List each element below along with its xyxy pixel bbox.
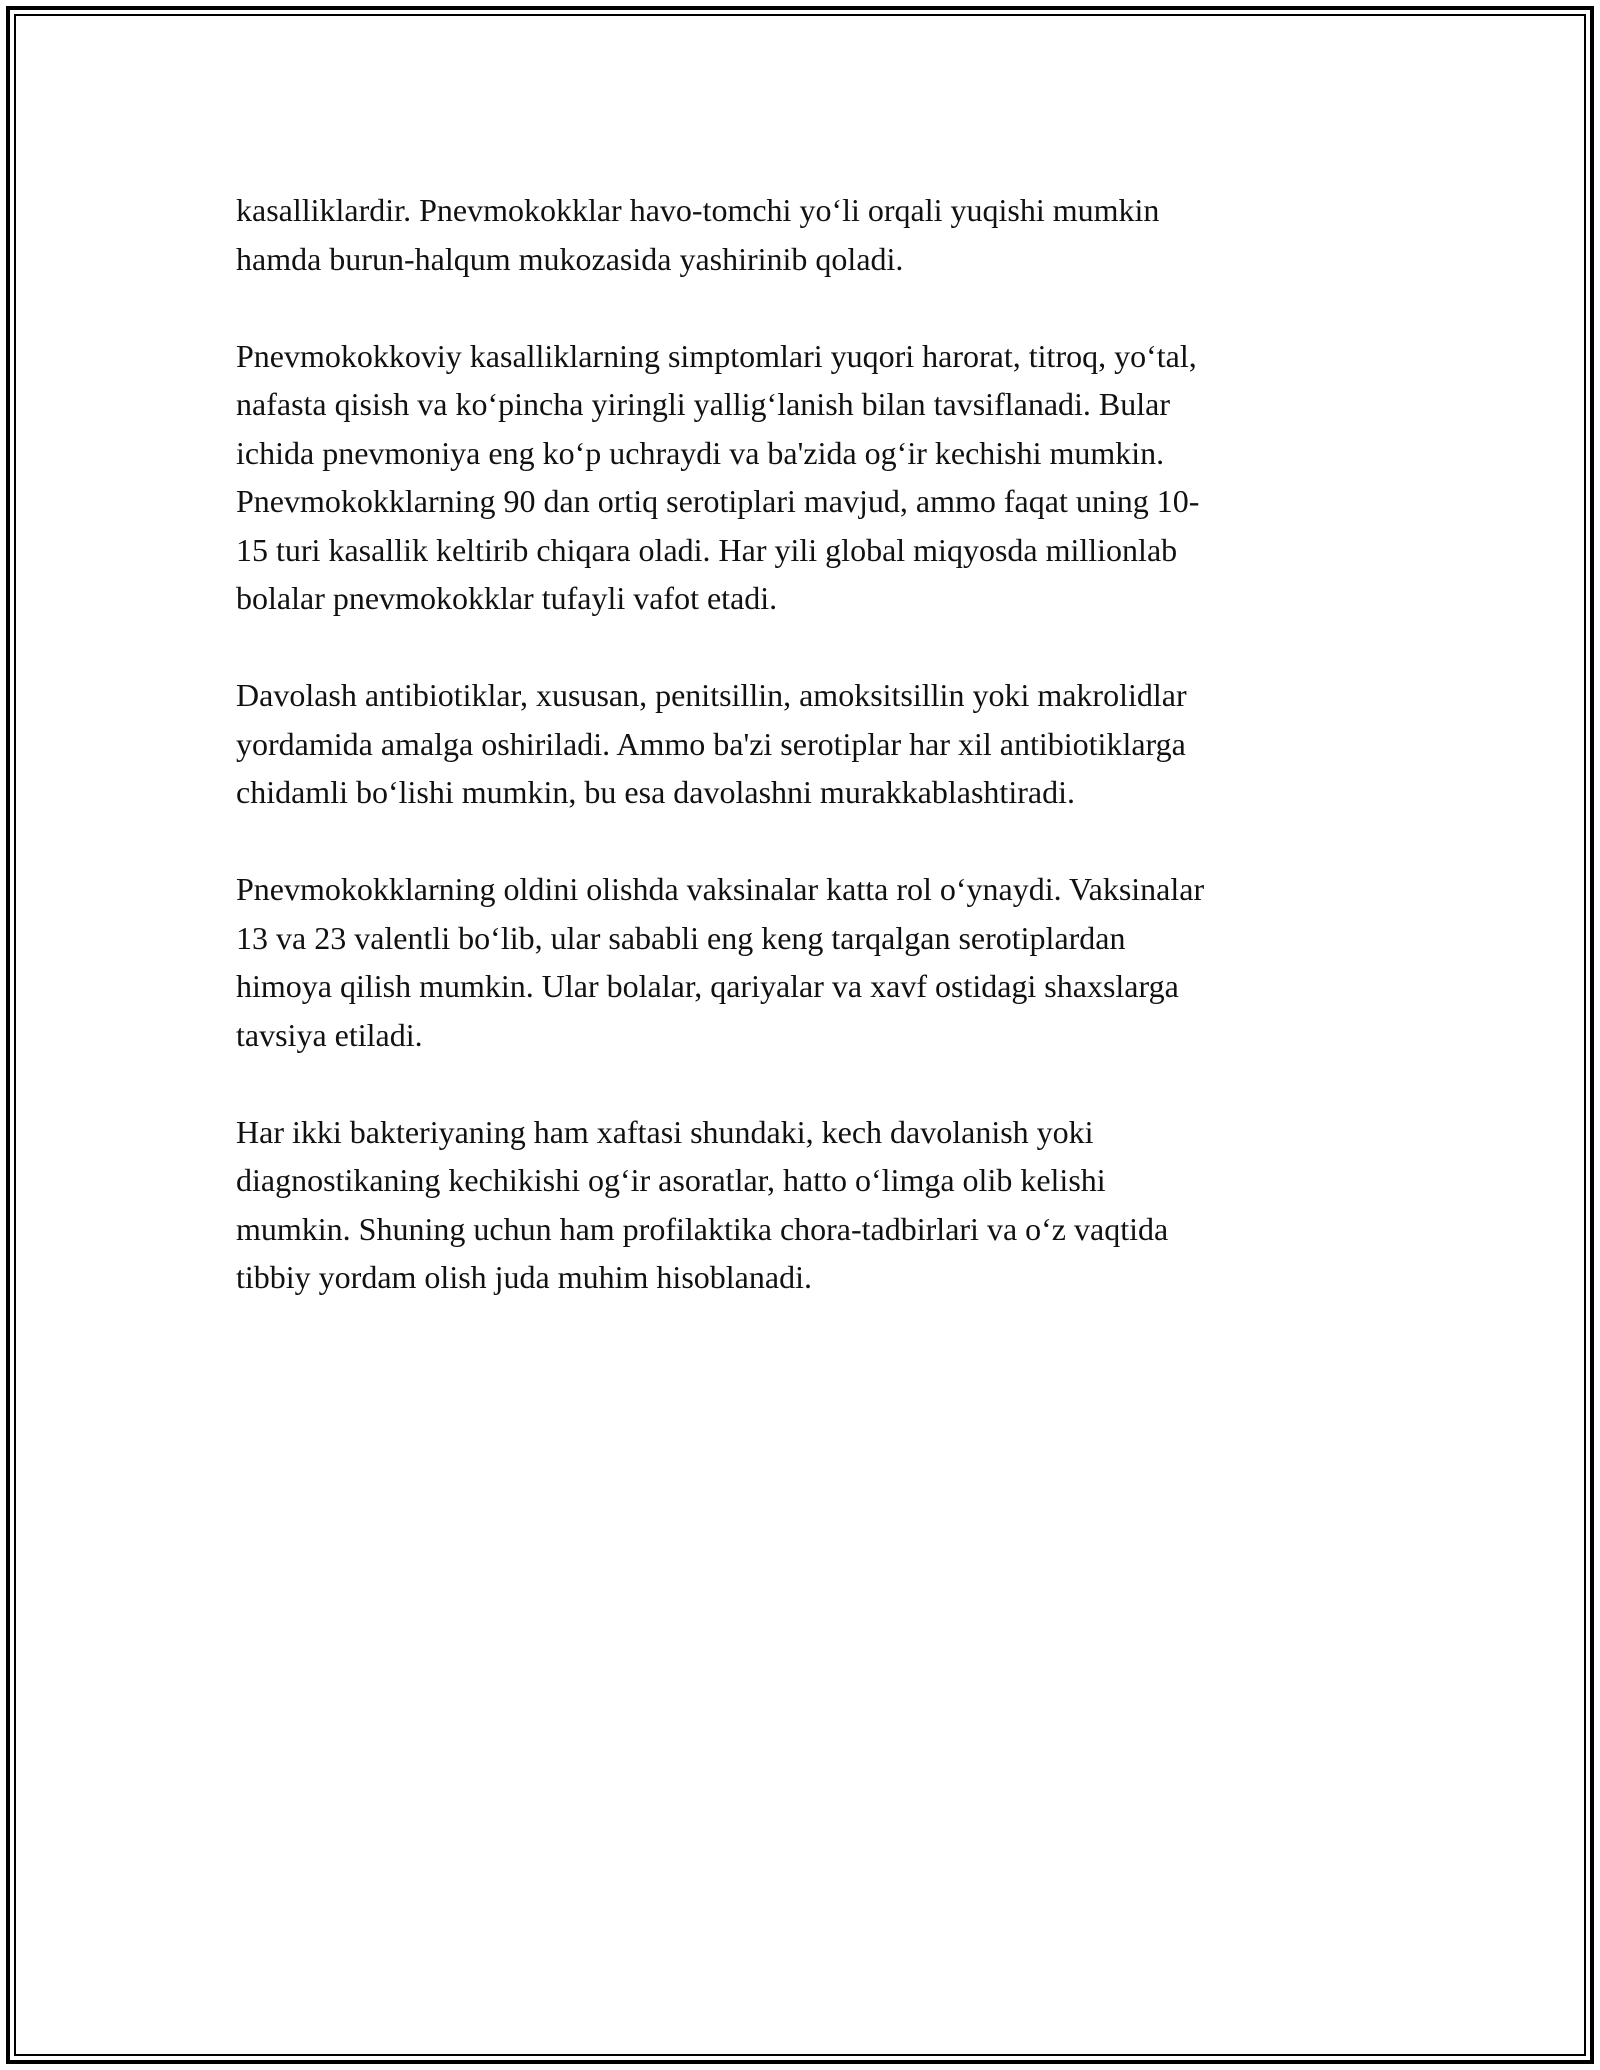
text-line: 15 turi kasallik keltirib chiqara oladi. Har yili global miqyosda millionlab bbox=[236, 531, 1178, 568]
text-line: Har ikki bakteriyaning ham xaftasi shundaki, kech davolanish yoki bbox=[236, 1113, 1094, 1150]
text-line: ichida pnevmoniya eng ko‘p uchraydi va ba'zida og‘ir kechishi mumkin. bbox=[236, 434, 1165, 471]
paragraph-4 bbox=[236, 865, 1366, 1059]
text-line: diagnostikaning kechikishi og‘ir asoratlar, hatto o‘limga olib kelishi bbox=[236, 1162, 1106, 1198]
paragraph-2 bbox=[236, 332, 1366, 623]
text-line: tibbiy yordam olish juda muhim hisoblanadi. bbox=[236, 1259, 812, 1295]
text-line: Davolash antibiotiklar, xususan, penitsillin, amoksitsillin yoki makrolidlar bbox=[236, 677, 1187, 713]
text-line: chidamli bo‘lishi mumkin, bu esa davolashni murakkablashtiradi. bbox=[236, 774, 1075, 810]
text-line: kasalliklardir. Pnevmokokklar havo-tomchi yo‘li orqali yuqishi mumkin bbox=[236, 192, 1160, 228]
text-line: himoya qilish mumkin. Ular bolalar, qariyalar va xavf ostidagi shaxslarga bbox=[236, 968, 1179, 1004]
paragraph-1 bbox=[236, 186, 1366, 283]
text-line: mumkin. Shuning uchun ham profilaktika chora-tadbirlari va o‘z vaqtida bbox=[236, 1210, 1169, 1247]
text-line: hamda burun-halqum mukozasida yashirinib qoladi. bbox=[236, 240, 904, 277]
paragraph-3 bbox=[236, 671, 1366, 817]
text-line: tavsiya etiladi. bbox=[236, 1016, 423, 1053]
paragraph-5 bbox=[236, 1108, 1366, 1302]
text-line: yordamida amalga oshiriladi. Ammo ba'zi serotiplar har xil antibiotiklarga bbox=[236, 725, 1186, 762]
text-line: 13 va 23 valentli bo‘lib, ular sababli eng keng tarqalgan serotiplardan bbox=[236, 919, 1126, 956]
text-line: bolalar pnevmokokklar tufayli vafot etadi. bbox=[236, 580, 778, 616]
document-body bbox=[236, 186, 1366, 1350]
text-line: Pnevmokokklarning oldini olishda vaksinalar katta rol o‘ynaydi. Vaksinalar bbox=[236, 871, 1205, 907]
text-line: Pnevmokokklarning 90 dan ortiq serotiplari mavjud, ammo faqat uning 10- bbox=[236, 483, 1200, 519]
text-line: nafasta qisish va ko‘pincha yiringli yallig‘lanish bilan tavsiflanadi. Bular bbox=[236, 386, 1170, 422]
text-line: Pnevmokokkoviy kasalliklarning simptomlari yuqori harorat, titroq, yo‘tal, bbox=[236, 337, 1197, 374]
